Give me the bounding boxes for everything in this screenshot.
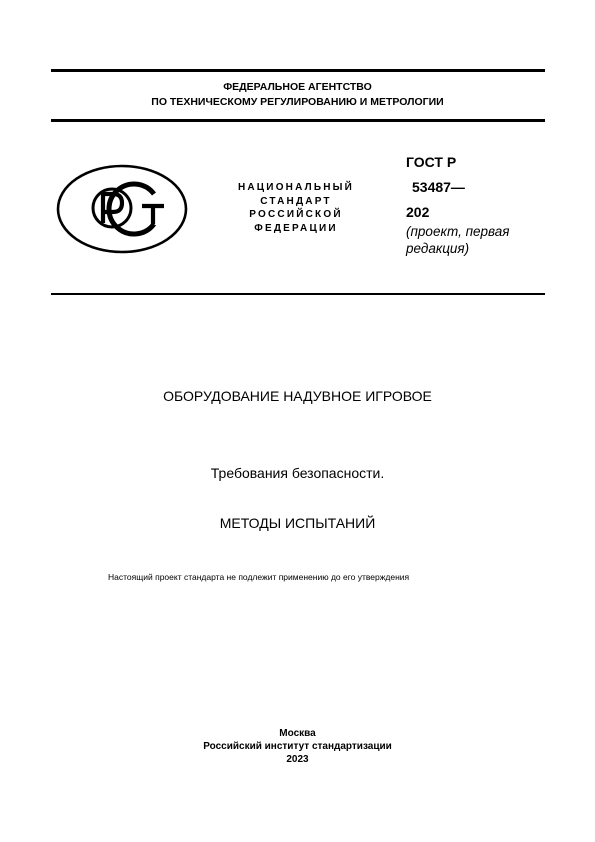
subtitle: Требования безопасности. (210, 465, 385, 481)
national-line-3: РОССИЙСКОЙ (249, 209, 343, 220)
main-title: ОБОРУДОВАНИЕ НАДУВНОЕ ИГРОВОЕ (163, 388, 432, 404)
agency-line-1: ФЕДЕРАЛЬНОЕ АГЕНТСТВО (223, 81, 372, 93)
gost-year: 202 (406, 204, 430, 220)
edition-line-1: (проект, первая (406, 224, 510, 239)
footer-publisher: Российский институт стандартизации (203, 741, 392, 752)
national-standard-label (222, 181, 370, 235)
edition-line-2: редакция) (406, 241, 470, 256)
rst-certification-mark-icon (56, 164, 188, 254)
national-line-4: ФЕДЕРАЦИИ (254, 222, 338, 234)
approval-notice: Настоящий проект стандарта не подлежит применению до его утверждения (108, 572, 410, 582)
header-rule (51, 119, 545, 122)
subtitle-methods: МЕТОДЫ ИСПЫТАНИЙ (219, 515, 376, 531)
divider-rule (51, 293, 545, 295)
national-line-1: НАЦИОНАЛЬНЫЙ (237, 182, 355, 193)
agency-line-2: ПО ТЕХНИЧЕСКОМУ РЕГУЛИРОВАНИЮ И МЕТРОЛОГИИ (151, 96, 444, 108)
top-rule (51, 69, 545, 72)
gost-prefix: ГОСТ Р (406, 154, 457, 170)
footer-city: Москва (279, 728, 316, 739)
footer-year: 2023 (286, 754, 309, 765)
gost-number: 53487— (412, 179, 465, 195)
national-line-2: СТАНДАРТ (260, 195, 332, 207)
